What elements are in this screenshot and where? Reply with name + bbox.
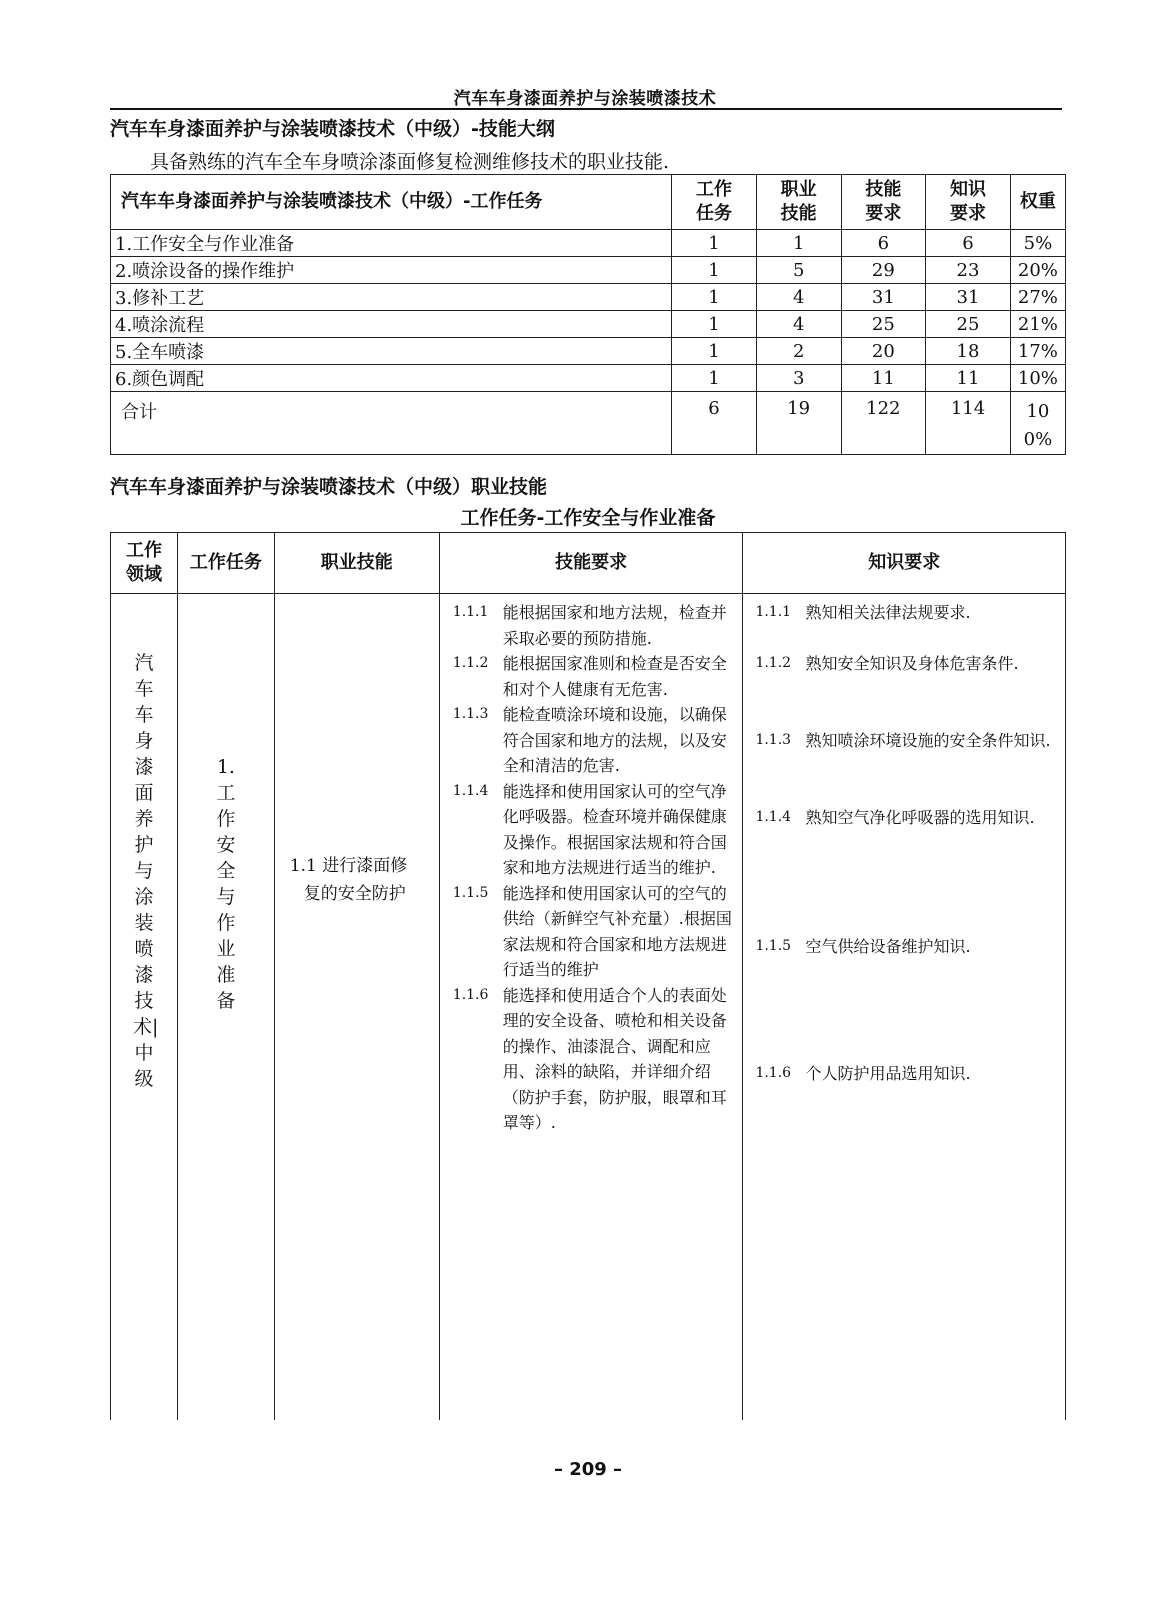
skills-header-task: 工作任务 — [177, 533, 274, 594]
skill-requirement-item: 1.1.2 能根据国家准则和检查是否安全和对个人健康有无危害. — [452, 654, 727, 699]
table-row: 3.修补工艺 1 4 31 31 27% — [111, 284, 1066, 311]
occupational-skill: 1.1 进行漆面修复的安全防护 — [289, 856, 408, 904]
knowledge-requirement-item: 1.1.6 个人防护用品选用知识. — [755, 1064, 971, 1083]
knowledge-requirement-item: 1.1.4 熟知空气净化呼吸器的选用知识. — [755, 808, 1035, 827]
task-number: 1. — [216, 756, 235, 778]
skills-header-knowledge-req: 知识要求 — [743, 533, 1066, 594]
knowledge-requirement-item: 1.1.2 熟知安全知识及身体危害条件. — [755, 654, 1019, 673]
skills-table — [110, 532, 1066, 1420]
outline-header-weight: 权重 — [1010, 175, 1065, 230]
table-row — [111, 594, 1066, 1421]
table-row: 4.喷涂流程 1 4 25 25 21% — [111, 311, 1066, 338]
table-row: 1.工作安全与作业准备 1 1 6 6 5% — [111, 230, 1066, 257]
outline-header-skill: 职业技能 — [756, 175, 841, 230]
outline-table — [110, 174, 1066, 455]
outline-title: 汽车车身漆面养护与涂装喷漆技术（中级）-技能大纲 — [110, 118, 555, 140]
table-row: 5.全车喷漆 1 2 20 18 17% — [111, 338, 1066, 365]
knowledge-requirement-item: 1.1.5 空气供给设备维护知识. — [755, 937, 971, 956]
header-rule — [110, 108, 1062, 110]
work-domain: 汽车车身漆面养护与涂装喷漆技术|中级 — [132, 652, 159, 1090]
outline-header-skill-req: 技能要求 — [841, 175, 926, 230]
knowledge-requirement-item: 1.1.3 熟知喷涂环境设施的安全条件知识. — [755, 731, 1051, 750]
skills-header-domain: 工作领域 — [111, 533, 178, 594]
skill-requirement-item: 1.1.5 能选择和使用国家认可的空气的供给（新鲜空气补充量）.根据国家法规和符合国家和地方法规进行适当的维护 — [452, 883, 732, 979]
page-number: – 209 – — [553, 1459, 623, 1480]
intro-text: 具备熟练的汽车全车身喷涂漆面修复检测维修技术的职业技能. — [150, 151, 670, 173]
running-header: 汽车车身漆面养护与涂装喷漆技术 — [453, 89, 717, 109]
skill-requirement-item: 1.1.1 能根据国家和地方法规，检查并采取必要的预防措施. — [452, 603, 727, 648]
skill-requirement-item: 1.1.4 能选择和使用国家认可的空气净化呼吸器。检查环境并确保健康及操作。根据国家法规和符合国家和地方法规进行适当的维护. — [452, 781, 727, 877]
skill-requirement-item: 1.1.3 能检查喷涂环境和设施，以确保符合国家和地方的法规，以及安全和清洁的危害. — [452, 705, 727, 775]
knowledge-requirement-item: 1.1.1 熟知相关法律法规要求. — [755, 603, 971, 622]
outline-header-task: 汽车车身漆面养护与涂装喷漆技术（中级）-工作任务 — [111, 175, 672, 230]
skills-title: 汽车车身漆面养护与涂装喷漆技术（中级）职业技能 — [110, 476, 548, 498]
outline-header-work-task: 工作任务 — [672, 175, 757, 230]
outline-header-knowledge-req: 知识要求 — [926, 175, 1011, 230]
total-weight: 100% — [1023, 401, 1053, 450]
skills-header-skill-req: 技能要求 — [439, 533, 743, 594]
table-row: 6.颜色调配 1 3 11 11 10% — [111, 365, 1066, 392]
skill-requirement-item: 1.1.6 能选择和使用适合个人的表面处理的安全设备、喷枪和相关设备的操作、油漆混合、调配和应用、涂料的缺陷，并详细介绍（防护手套，防护服，眼罩和耳罩等）. — [452, 985, 727, 1132]
skills-header-skill: 职业技能 — [274, 533, 439, 594]
table-row: 2.喷涂设备的操作维护 1 5 29 23 20% — [111, 257, 1066, 284]
task-subtitle: 工作任务-工作安全与作业准备 — [460, 507, 716, 529]
work-task: 工作安全与作业准备 — [216, 782, 236, 1012]
total-row: 合计 6 19 122 114 100% — [111, 392, 1066, 455]
